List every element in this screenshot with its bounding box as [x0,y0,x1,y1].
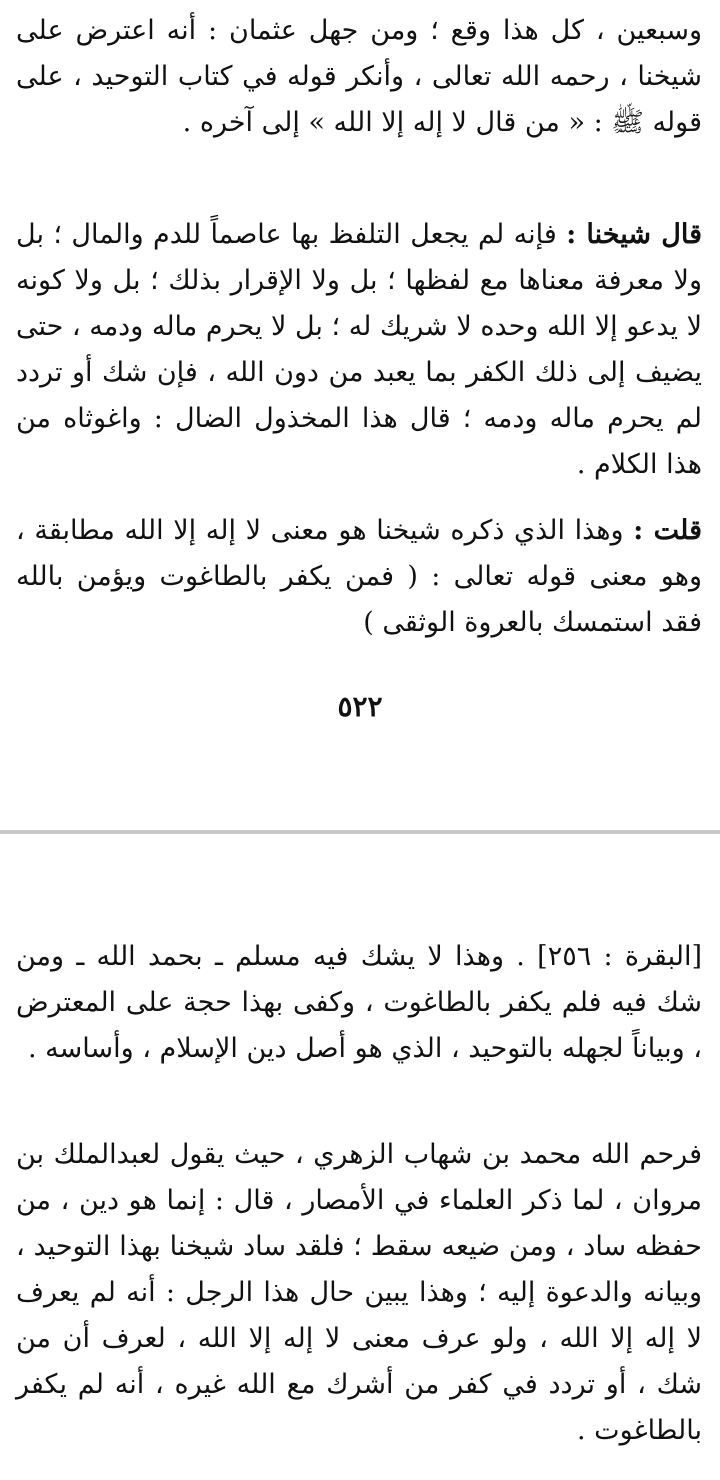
page-number: ٥٢٢ [337,690,383,723]
bottom-page [0,834,720,1480]
paragraph-4: [البقرة : ٢٥٦] . وهذا لا يشك فيه مسلم ـ بحمد الله ـ ومن شك فيه فلم يكفر بالطاغوت ، وكفى بهذا حجة على المعترض ، وبياناً لجهله بالتوحيد ، الذي هو أصل دين الإسلام ، وأساسه . [16,941,702,1064]
paragraph-2-label: قال شيخنا : [566,219,702,250]
paragraph-2 [16,212,702,488]
paragraph-1: وسبعين ، كل هذا وقع ؛ ومن جهل عثمان : أنه اعترض على شيخنا ، رحمه الله تعالى ، وأنكر قوله في كتاب التوحيد ، على قوله ﷺ : « من قال لا إله إلا الله » إلى آخره . [16,15,702,138]
paragraph-5: فرحم الله محمد بن شهاب الزهري ، حيث يقول لعبدالملك بن مروان ، لما ذكر العلماء في الأمصار ، قال : إنما هو دين ، من حفظه ساد ، ومن ضيعه سقط ؛ فلقد ساد شيخنا بهذا التوحيد ، وبيانه والدعوة إليه ؛ وهذا يبين حال هذا الرجل : أنه لم يعرف لا إله إلا الله ، ولو عرف معنى لا إله إلا الله ، لعرف أن من شك ، أو تردد في كفر من أشرك مع الله غيره ، أنه لم يكفر بالطاغوت . [16,1139,702,1446]
paragraph-3-label: قلت : [633,515,702,546]
paragraph-3 [16,508,702,646]
paragraph-2-text: فإنه لم يجعل التلفظ بها عاصماً للدم والمال ؛ بل ولا معرفة معناها مع لفظها ؛ بل ولا الإقرار بذلك ؛ بل ولا كونه لا يدعو إلا الله وحده لا شريك له ؛ بل لا يحرم ماله ودمه ، حتى يضيف إلى ذلك الكفر بما يعبد من دون الله ، فإن شك أو تردد لم يحرم ماله ودمه ؛ قال هذا المخذول الضال : واغوثاه من هذا الكلام . [16,219,702,480]
paragraph-3-text: وهذا الذي ذكره شيخنا هو معنى لا إله إلا الله مطابقة ، وهو معنى قوله تعالى : ( فمن يكفر بالطاغوت ويؤمن بالله فقد استمسك بالعروة الوثقى ) [16,515,702,638]
